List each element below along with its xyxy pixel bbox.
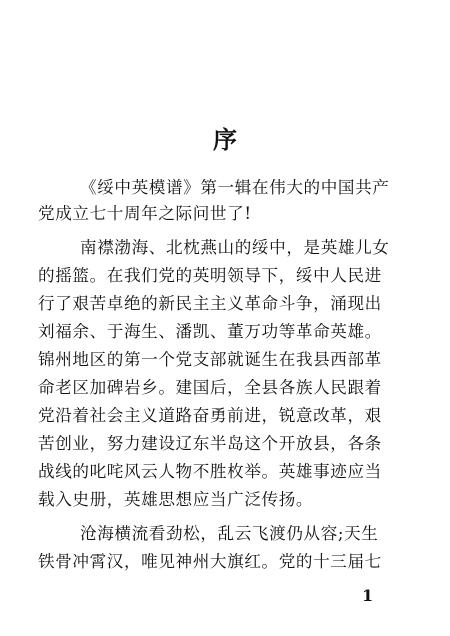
- text-line: 行了艰苦卓绝的新民主主义革命斗争，涌现出: [38, 294, 382, 313]
- text-line: 党成立七十周年之际问世了!: [38, 204, 252, 223]
- text-line: 沧海横流看劲松，乱云飞渡仍从容;天生: [80, 524, 379, 543]
- text-line: 刘福余、于海生、潘凯、董万功等革命英雄。: [38, 322, 382, 341]
- text-line: 命老区加碑岩乡。建国后，全县各族人民跟着: [38, 378, 382, 397]
- text-line: 党沿着社会主义道路奋勇前进，锐意改革，艰: [38, 406, 382, 425]
- page-title: 序: [213, 126, 237, 154]
- page-number: 1: [362, 586, 374, 605]
- text-line: 载入史册，英雄思想应当广泛传扬。: [38, 490, 314, 509]
- text-line: 铁骨冲霄汉，唯见神州大旗红。党的十三届七: [38, 552, 382, 571]
- text-line: 战线的叱咤风云人物不胜枚举。英雄事迹应当: [38, 462, 382, 481]
- text-line: 锦州地区的第一个党支部就诞生在我县西部革: [38, 350, 382, 369]
- text-line: 苦创业，努力建设辽东半岛这个开放县，各条: [38, 434, 382, 453]
- text-line: 南襟渤海、北枕燕山的绥中，是英雄儿女: [80, 238, 390, 257]
- text-line: 《绥中英模谱》第一辑在伟大的中国共产: [80, 178, 390, 197]
- text-line: 的摇篮。在我们党的英明领导下，绥中人民进: [38, 266, 382, 285]
